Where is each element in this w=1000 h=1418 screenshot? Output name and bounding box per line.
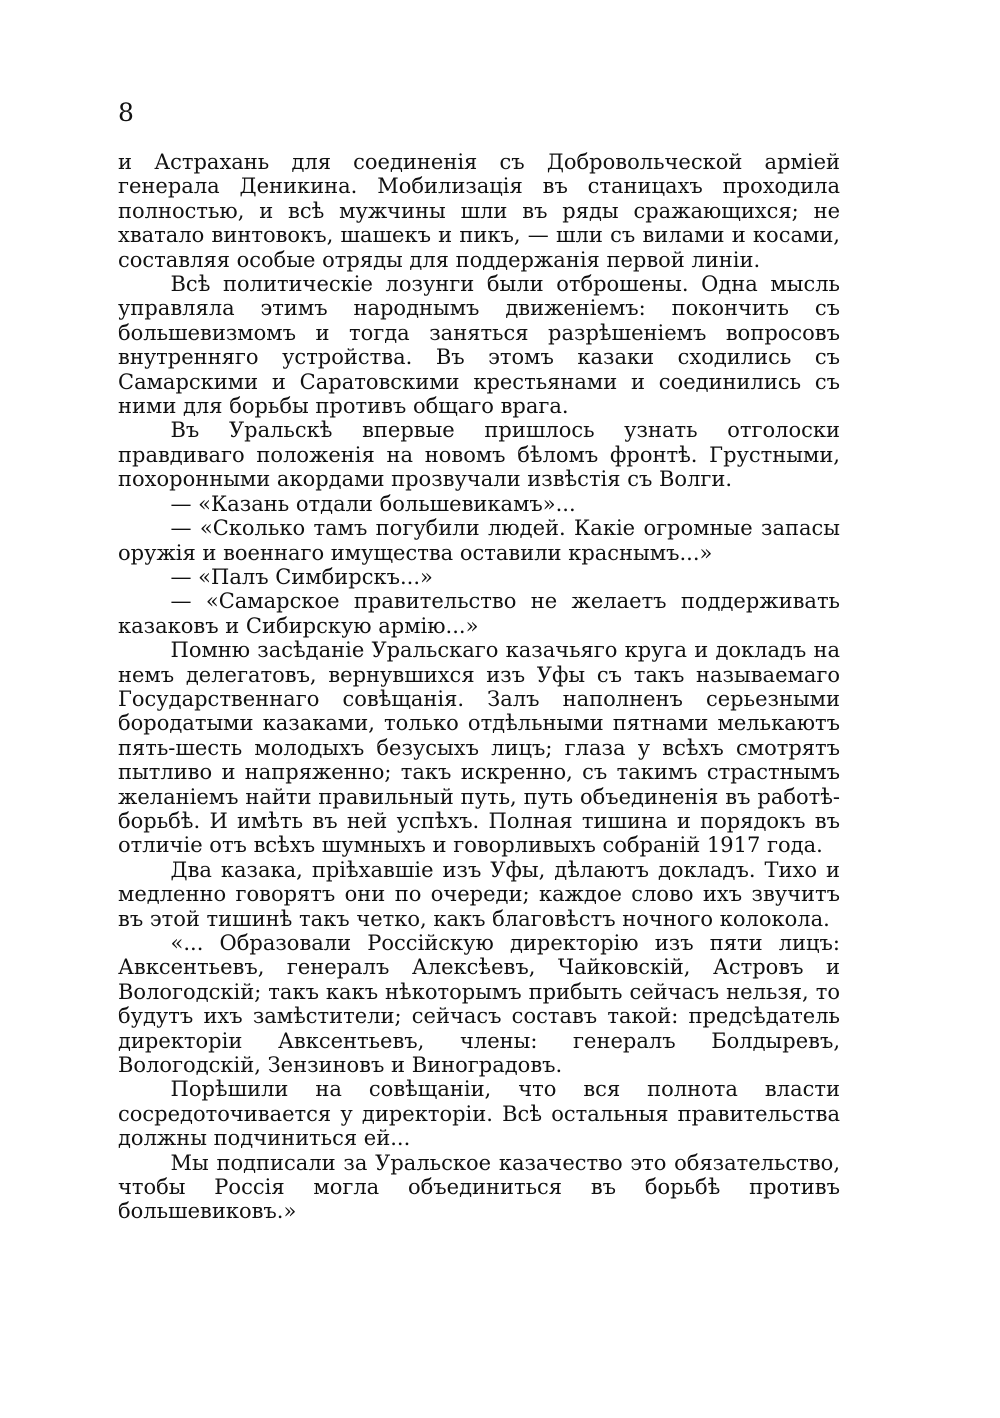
paragraph: «... Образовали Россійскую директорію изъ пяти лицъ: Авксентьевъ, генералъ Алексѣевъ, Чайковскій, Астровъ и Вологодскій; такъ какъ нѣкоторымъ прибыть сейчасъ нельзя, то будутъ ихъ замѣстители; сейчасъ составъ такой: предсѣдатель директоріи Авксентьевъ, члены: генералъ Болдыревъ, Вологодскій, Зензиновъ и Виноградовъ.: [118, 931, 840, 1078]
page-number: 8: [118, 98, 134, 127]
paragraph: Въ Уральскѣ впервые пришлось узнать отголоски правдиваго положенія на новомъ бѣломъ фронтѣ. Грустными, похоронными акордами прозвучали извѣстія съ Волги.: [118, 418, 840, 492]
paragraph: Помню засѣданіе Уральскаго казачьяго круга и докладъ на немъ делегатовъ, вернувшихся изъ Уфы съ такъ называемаго Государственнаго совѣщанія. Залъ наполненъ серьезными бородатыми казаками, только отдѣльными пятнами мелькаютъ пять-шесть молодыхъ безусыхъ лицъ; глаза у всѣхъ смотрятъ пытливо и напряженно; такъ искренно, съ такимъ страстнымъ желаніемъ найти правильный путь, путь объединенія въ работѣ-борьбѣ. И имѣть въ ней успѣхъ. Полная тишина и порядокъ въ отличіе отъ всѣхъ шумныхъ и говорливыхъ собраній 1917 года.: [118, 638, 840, 858]
body-text: [118, 150, 840, 1224]
paragraph: Мы подписали за Уральское казачество это обязательство, чтобы Россія могла объединиться въ борьбѣ противъ большевиковъ.»: [118, 1150, 840, 1224]
paragraph: Порѣшили на совѣщаніи, что вся полнота власти сосредоточивается у директоріи. Всѣ остальныя правительства должны подчиниться ей...: [118, 1077, 840, 1151]
paragraph: Всѣ политическіе лозунги были отброшены. Одна мысль управляла этимъ народнымъ движеніемъ: покончить съ большевизмомъ и тогда заняться разрѣшеніемъ вопросовъ внутренняго устройства. Въ этомъ казаки сходились съ Самарскими и Саратовскими крестьянами и соединились съ ними для борьбы противъ общаго врага.: [118, 272, 840, 419]
paragraph: — «Сколько тамъ погубили людей. Какіе огромные запасы оружія и военнаго имущества оставили краснымъ...»: [118, 516, 840, 565]
paragraph: — «Палъ Симбирскъ...»: [170, 564, 433, 589]
paragraph: — «Казань отдали большевикамъ»...: [170, 491, 576, 516]
paragraph: Два казака, пріѣхавшіе изъ Уфы, дѣлаютъ докладъ. Тихо и медленно говорятъ они по очереди; каждое слово ихъ звучитъ въ этой тишинѣ такъ четко, какъ благовѣстъ ночного колокола.: [118, 857, 840, 931]
paragraph: — «Самарское правительство не желаетъ поддерживать казаковъ и Сибирскую армію...»: [118, 589, 840, 638]
paragraph: и Астрахань для соединенія съ Добровольческой арміей генерала Деникина. Мобилизація въ станицахъ проходила полностью, и всѣ мужчины шли въ ряды сражающихся; не хватало винтовокъ, шашекъ и пикъ, — шли съ вилами и косами, составляя особые отряды для поддержанія первой линіи.: [118, 150, 840, 272]
